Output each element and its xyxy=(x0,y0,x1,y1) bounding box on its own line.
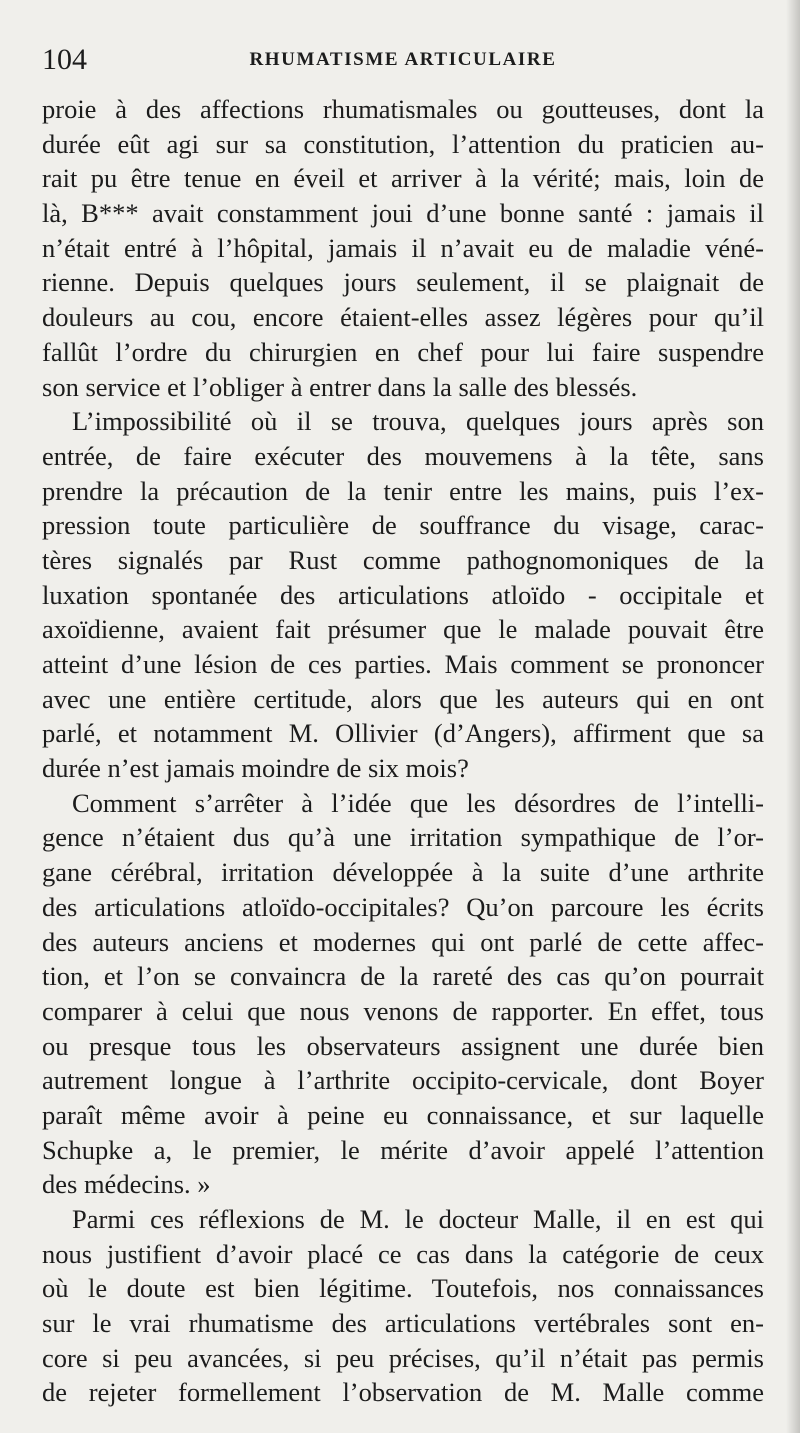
text-line: de rejeter formellement l’observation de M. Malle comme xyxy=(42,1377,764,1408)
text-line: durée n’est jamais moindre de six mois? xyxy=(42,753,469,784)
text-line: rienne. Depuis quelques jours seulement, il se plaignait de xyxy=(42,267,764,298)
text-line: n’était entré à l’hôpital, jamais il n’avait eu de maladie véné- xyxy=(42,232,764,263)
body-text xyxy=(42,92,764,1410)
text-line: parlé, et notamment M. Ollivier (d’Angers), affirment que sa xyxy=(42,718,764,749)
page-header xyxy=(42,42,764,78)
text-line: ou presque tous les observateurs assignent une durée bien xyxy=(42,1030,764,1061)
text-line: tères signalés par Rust comme pathognomoniques de la xyxy=(42,544,764,575)
text-line: là, B*** avait constamment joui d’une bonne santé : jamais il xyxy=(42,198,764,229)
text-line: fallût l’ordre du chirurgien en chef pour lui faire suspendre xyxy=(42,336,764,367)
text-line: autrement longue à l’arthrite occipito-cervicale, dont Boyer xyxy=(42,1065,764,1096)
running-title: RHUMATISME ARTICULAIRE xyxy=(249,49,557,70)
text-line: comparer à celui que nous venons de rapporter. En effet, tous xyxy=(42,995,764,1026)
text-line: des articulations atloïdo-occipitales? Qu’on parcoure les écrits xyxy=(42,891,764,922)
text-line: proie à des affections rhumatismales ou goutteuses, dont la xyxy=(42,94,764,124)
text-line: luxation spontanée des articulations atloïdo - occipitale et xyxy=(42,579,764,610)
text-line: pression toute particulière de souffrance du visage, carac- xyxy=(42,510,764,541)
text-line: sur le vrai rhumatisme des articulations vertébrales sont en- xyxy=(42,1308,764,1339)
text-line: où le doute est bien légitime. Toutefois, nos connaissances xyxy=(42,1273,764,1304)
text-line: des médecins. » xyxy=(42,1169,211,1200)
text-line: paraît même avoir à peine eu connaissance, et sur laquelle xyxy=(42,1099,764,1130)
text-line: axoïdienne, avaient fait présumer que le malade pouvait être xyxy=(42,614,764,645)
text-line: rait pu être tenue en éveil et arriver à la vérité; mais, loin de xyxy=(42,163,764,194)
text-line: prendre la précaution de la tenir entre les mains, puis l’ex- xyxy=(42,475,764,506)
text-line: Schupke a, le premier, le mérite d’avoir appelé l’attention xyxy=(42,1134,764,1165)
text-line: gence n’étaient dus qu’à une irritation sympathique de l’or- xyxy=(42,822,764,853)
text-line: entrée, de faire exécuter des mouvemens à la tête, sans xyxy=(42,440,764,471)
text-line: son service et l’obliger à entrer dans la salle des blessés. xyxy=(42,371,638,402)
text-line: atteint d’une lésion de ces parties. Mais comment se prononcer xyxy=(42,649,764,679)
text-line: core si peu avancées, si peu précises, qu’il n’était pas permis xyxy=(42,1342,764,1373)
text-line: nous justifient d’avoir placé ce cas dans la catégorie de ceux xyxy=(42,1238,764,1269)
text-line: douleurs au cou, encore étaient-elles assez légères pour qu’il xyxy=(42,302,764,333)
text-line: tion, et l’on se convaincra de la rareté des cas qu’on pourrait xyxy=(42,961,764,992)
text-line: durée eût agi sur sa constitution, l’attention du praticien au- xyxy=(42,128,764,159)
text-line: gane cérébral, irritation développée à la suite d’une arthrite xyxy=(42,857,764,888)
text-line: Comment s’arrêter à l’idée que les désordres de l’intelli- xyxy=(72,787,764,818)
text-line: avec une entière certitude, alors que les auteurs qui en ont xyxy=(42,683,764,714)
page-number: 104 xyxy=(42,43,87,76)
text-line: Parmi ces réflexions de M. le docteur Malle, il en est qui xyxy=(72,1204,764,1234)
text-line: L’impossibilité où il se trouva, quelques jours après son xyxy=(72,406,764,437)
page-edge-shadow xyxy=(786,0,800,1433)
text-line: des auteurs anciens et modernes qui ont parlé de cette affec- xyxy=(42,926,764,957)
